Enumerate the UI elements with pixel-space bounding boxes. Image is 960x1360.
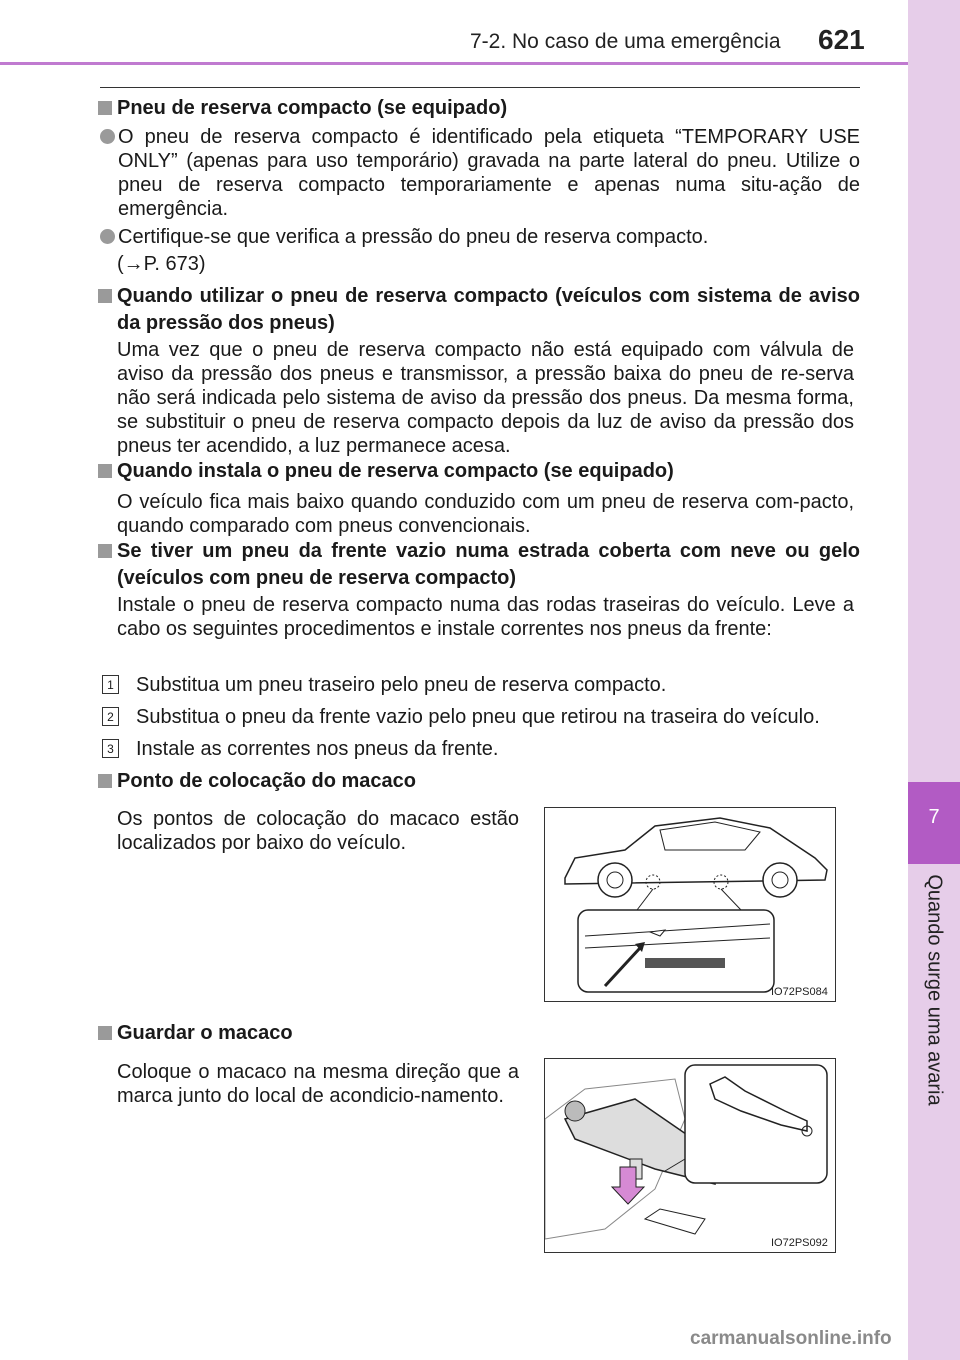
content-rule (100, 87, 860, 88)
bullet-dot-icon (100, 229, 115, 244)
jack-storage-figure (544, 1058, 836, 1253)
step-text: Instale as correntes nos pneus da frente. (136, 738, 499, 760)
side-tab (908, 0, 960, 1360)
step-text: Substitua o pneu da frente vazio pelo pneu que retirou na traseira do veículo. (136, 706, 820, 728)
heading-text: Quando utilizar o pneu de reserva compacto (veículos com sistema de aviso da pressão dos pneus) (117, 285, 860, 334)
step-item (102, 737, 862, 761)
step-text: Substitua um pneu traseiro pelo pneu de reserva compacto. (136, 674, 667, 696)
chapter-tab[interactable] (908, 782, 960, 864)
paragraph: Os pontos de colocação do macaco estão localizados por baixo do veículo. (117, 808, 519, 854)
heading-store-jack (98, 1020, 860, 1047)
car-jack-point-illustration (545, 808, 835, 1001)
heading-install-spare (98, 458, 860, 485)
bullet-dot-icon (100, 129, 115, 144)
header-divider (0, 62, 908, 65)
paragraph: Instale o pneu de reserva compacto numa das rodas traseiras do veículo. Leve a cabo os seguintes procedimentos e instale correntes nos pneus da frente: (117, 594, 854, 640)
heading-text: Quando instala o pneu de reserva compacto (se equipado) (117, 460, 674, 482)
figure-code: IO72PS092 (771, 1237, 828, 1249)
heading-snow-ice (98, 538, 860, 592)
step-item (102, 705, 862, 729)
jack-point-figure (544, 807, 836, 1002)
heading-square-icon (98, 464, 112, 478)
section-header: 7-2. No caso de uma emergência (470, 30, 781, 53)
bullet-text: Certifique-se que verifica a pressão do pneu de reserva compacto. (118, 226, 709, 248)
heading-square-icon (98, 544, 112, 558)
heading-text: Ponto de colocação do macaco (117, 770, 416, 792)
heading-jack-points (98, 768, 860, 795)
watermark: carmanualsonline.info (690, 1328, 892, 1349)
heading-tpws (98, 283, 860, 337)
heading-text: Se tiver um pneu da frente vazio numa estrada coberta com neve ou gelo (veículos com pneu de reserva compacto) (117, 540, 860, 589)
bullet-item (100, 125, 860, 221)
figure-code: IO72PS084 (771, 986, 828, 998)
step-number: 1 (102, 675, 119, 694)
paragraph: Coloque o macaco na mesma direção que a marca junto do local de acondicio-namento. (117, 1061, 519, 1107)
heading-square-icon (98, 774, 112, 788)
page-number: 621 (818, 24, 865, 55)
bullet-item (100, 225, 860, 249)
heading-square-icon (98, 101, 112, 115)
paragraph: Uma vez que o pneu de reserva compacto não está equipado com válvula de aviso da pressão dos pneus e transmissor, a pressão baixa do pneu de re-serva não será indicada pelo sistema de aviso da pressão dos pneus. Da mesma forma, se substituir o pneu de reserva compacto depois da luz de aviso da pressão dos pneus ter acendido, a luz permanece acesa. (117, 339, 854, 457)
chapter-number: 7 (928, 806, 940, 828)
heading-square-icon (98, 1026, 112, 1040)
paragraph: O veículo fica mais baixo quando conduzido com um pneu de reserva com-pacto, quando comparado com pneus convencionais. (117, 491, 854, 537)
step-item (102, 673, 862, 697)
heading-compact-spare (98, 95, 860, 122)
heading-text: Guardar o macaco (117, 1022, 293, 1044)
heading-text: Pneu de reserva compacto (se equipado) (117, 97, 508, 119)
bullet-text: O pneu de reserva compacto é identificado pela etiqueta “TEMPORARY USE ONLY” (apenas para uso temporário) gravada na parte lateral do pneu. Utilize o pneu de reserva compacto temporariamente e apenas numa situ-ação de emergência. (118, 126, 860, 220)
chapter-title: Quando surge uma avaria (923, 874, 946, 1106)
page-reference[interactable]: (→P. 673) (117, 253, 206, 275)
jack-storage-illustration (545, 1059, 835, 1252)
step-number: 3 (102, 739, 119, 758)
step-number: 2 (102, 707, 119, 726)
heading-square-icon (98, 289, 112, 303)
